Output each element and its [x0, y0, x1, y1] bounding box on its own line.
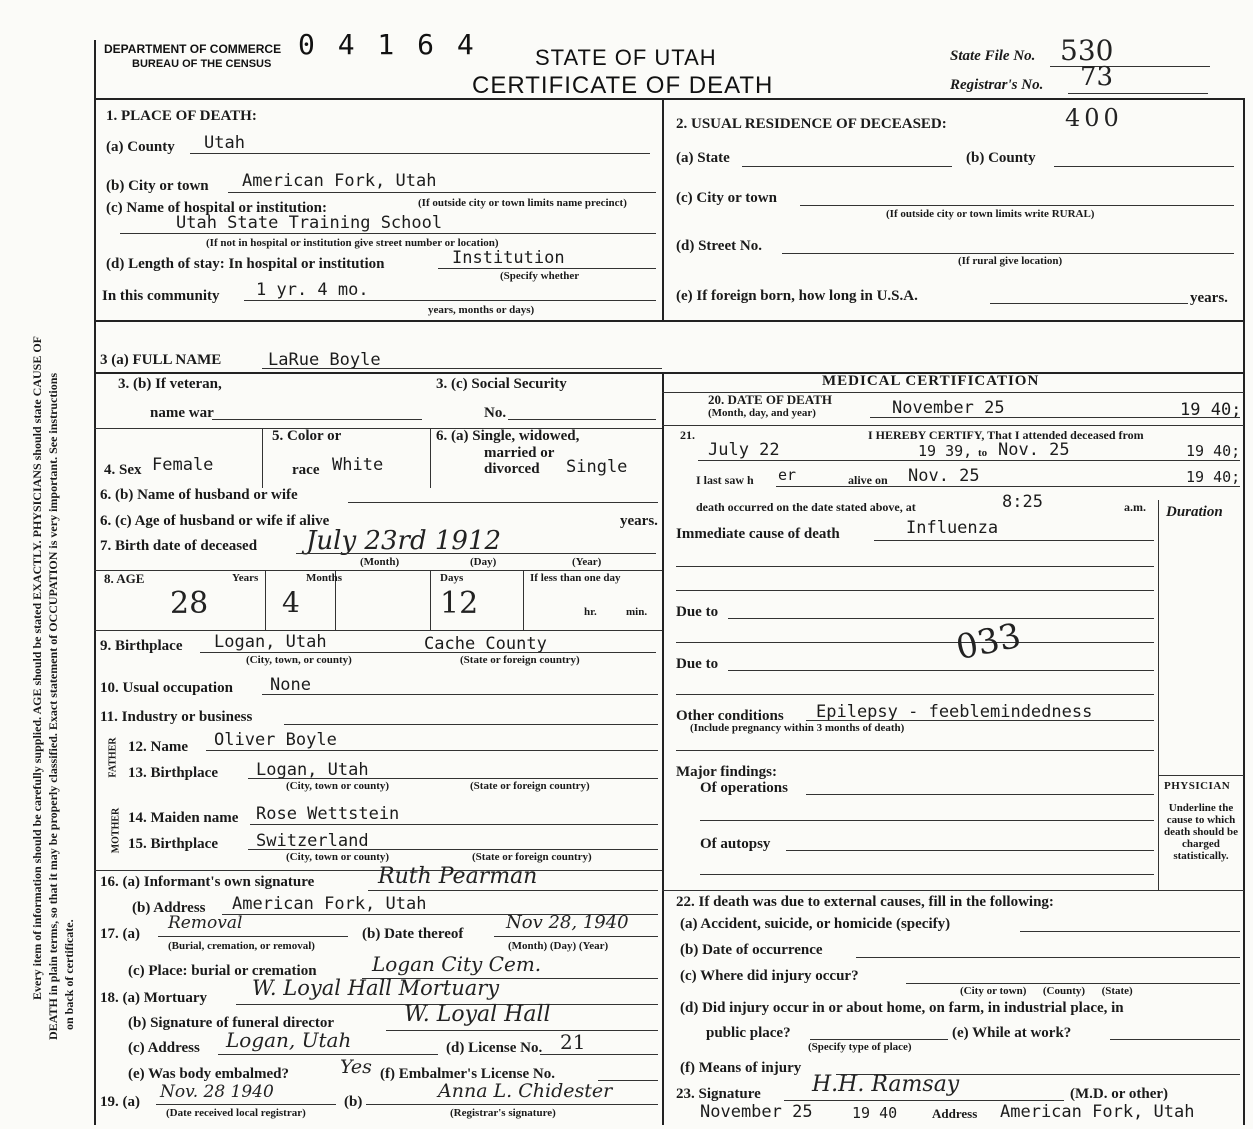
embalmer-label: (f) Embalmer's License No. [380, 1066, 555, 1082]
mortuary-value: W. Loyal Hall Mortuary [252, 976, 500, 1000]
burial-date-note: (Month) (Day) (Year) [508, 940, 609, 952]
hr-label: hr. [584, 606, 597, 618]
row-rule [662, 890, 1244, 891]
race-label: race [292, 462, 320, 478]
father-tag: FATHER [107, 737, 119, 778]
burial-place-value: Logan City Cem. [372, 952, 542, 976]
side-instruction-3: on back of certificate. [62, 919, 76, 1030]
specify-whether-note: (Specify whether [500, 270, 580, 282]
cell-divider [430, 570, 431, 630]
state-title: STATE OF UTAH [535, 45, 717, 70]
community-underline [244, 300, 656, 301]
other-underline-2 [676, 750, 1154, 751]
due-to-underline-1b [676, 642, 1154, 643]
hospital-underline [120, 233, 656, 234]
cell-divider [523, 570, 524, 630]
physician-signature-label: 23. Signature [676, 1086, 761, 1102]
state-file-number: 530 [1060, 34, 1114, 67]
mother-birthplace-label: 15. Birthplace [128, 836, 218, 852]
informant-signature-label: 16. (a) Informant's own signature [100, 874, 315, 890]
other-conditions-value: Epilepsy - feeblemindedness [816, 702, 1093, 722]
spouse-years-label: years. [620, 513, 658, 529]
left-border [94, 40, 96, 1125]
full-name-label: 3 (a) FULL NAME [100, 352, 222, 368]
certify-number: 21. [680, 428, 695, 442]
birthplace-underline [200, 652, 656, 653]
county-underline [190, 153, 650, 154]
birthplace-city-note: (City, town, or county) [246, 654, 352, 666]
color-label: 5. Color or [272, 428, 342, 444]
embalmed-value: Yes [340, 1056, 372, 1078]
where-label: (c) Where did injury occur? [680, 968, 859, 984]
death-date-note: (Month, day, and year) [708, 407, 816, 419]
funeral-address-underline [218, 1054, 438, 1055]
mother-name-label: 14. Maiden name [128, 810, 239, 826]
birthplace-city: Logan, Utah [214, 632, 327, 652]
spouse-label: 6. (b) Name of husband or wife [100, 487, 298, 503]
county-label: (a) County [106, 139, 175, 155]
operations-underline [806, 794, 1154, 795]
min-label: min. [626, 606, 648, 618]
director-signature: W. Loyal Hall [404, 1002, 551, 1027]
stay-value: Institution [452, 248, 565, 268]
informant-address-label: (b) Address [132, 900, 206, 916]
right-border [1243, 98, 1245, 1125]
external-heading: 22. If death was due to external causes, fill in the following: [676, 894, 1054, 910]
death-date-underline [870, 417, 1240, 418]
full-name-value: LaRue Boyle [268, 350, 381, 370]
specify-place-note: (Specify type of place) [808, 1041, 912, 1053]
father-birthplace-underline [248, 778, 658, 779]
dept-label: DEPARTMENT OF COMMERCE [104, 42, 282, 56]
occurred-time: 8:25 [1002, 492, 1043, 512]
other-conditions-underline [806, 720, 1154, 721]
race-value: White [332, 455, 384, 475]
director-underline [386, 1030, 658, 1031]
immediate-underline [874, 540, 1154, 541]
place-of-death-heading: 1. PLACE OF DEATH: [106, 108, 257, 124]
res-years-label: years. [1190, 290, 1228, 306]
major-findings-label: Major findings: [676, 764, 777, 780]
work-underline [1110, 1039, 1240, 1040]
section-rule-1 [94, 320, 1244, 322]
burial-value: Removal [168, 913, 243, 933]
res-city-underline [800, 205, 1234, 206]
state-file-label: State File No. [950, 48, 1036, 64]
ss-label: 3. (c) Social Security [436, 376, 567, 392]
res-street-label: (d) Street No. [676, 238, 762, 254]
embalmed-label: (e) Was body embalmed? [128, 1066, 289, 1082]
father-name-underline [206, 750, 658, 751]
registrar-signature-underline [366, 1104, 658, 1105]
birth-year-note: (Year) [572, 556, 602, 568]
mid-divider-top [662, 98, 664, 320]
am-label: a.m. [1124, 500, 1146, 514]
age-months-value: 4 [282, 586, 300, 619]
father-city-note: (City, town or county) [286, 780, 390, 792]
certify-text: I HEREBY CERTIFY, That I attended deceased from [868, 428, 1144, 442]
res-county-underline [1054, 166, 1234, 167]
signature-address: American Fork, Utah [1000, 1102, 1195, 1122]
informant-signature-underline [368, 890, 658, 891]
signature-address-label: Address [932, 1106, 978, 1121]
res-foreign-label: (e) If foreign born, how long in U.S.A. [676, 288, 918, 304]
due-to-underline-2b [676, 694, 1154, 695]
autopsy-underline [786, 850, 1154, 851]
birth-day-note: (Day) [470, 556, 497, 568]
alive-on: Nov. 25 [908, 466, 980, 486]
mid-divider-bottom [662, 372, 664, 1125]
due-to-label-2: Due to [676, 656, 719, 672]
public-place-label: public place? [706, 1025, 791, 1041]
signature-date: November 25 [700, 1102, 813, 1122]
physician-heading: PHYSICIAN [1164, 780, 1231, 792]
received-label: 19. (a) [100, 1094, 140, 1110]
occupation-value: None [270, 675, 311, 695]
section-rule-2 [94, 372, 1244, 374]
burial-note: (Burial, cremation, or removal) [168, 940, 315, 952]
full-name-underline [262, 368, 662, 369]
occupation-underline [262, 694, 658, 695]
res-county-label: (b) County [966, 150, 1036, 166]
where-note: (City or town) (County) (State) [960, 985, 1133, 997]
city-underline [228, 192, 656, 193]
father-name-label: 12. Name [128, 739, 188, 755]
due-to-label-1: Due to [676, 604, 719, 620]
physician-signature: H.H. Ramsay [812, 1072, 960, 1097]
autopsy-underline-2 [700, 874, 1154, 875]
birthplace-state-note: (State or foreign country) [460, 654, 580, 666]
birthplace-county: Cache County [424, 634, 547, 654]
autopsy-label: Of autopsy [700, 836, 771, 852]
work-label: (e) While at work? [952, 1025, 1072, 1041]
side-instruction-2: DEATH in plain terms, so that it may be properly classified. Exact statement of OCCUPATION is very important. See instructions [46, 372, 60, 1040]
community-label: In this community [102, 288, 220, 304]
residence-code: 400 [1065, 104, 1123, 132]
marital-label-1: 6. (a) Single, widowed, [436, 428, 580, 444]
registrar-number: 73 [1080, 62, 1114, 92]
age-years-label: Years [232, 572, 259, 584]
registrar-signature-label: (b) [344, 1094, 363, 1110]
father-birthplace-label: 13. Birthplace [128, 765, 218, 781]
res-city-note: (If outside city or town limits write RURAL) [886, 208, 1095, 220]
cell-divider [430, 428, 431, 488]
mother-city-note: (City, town or county) [286, 851, 390, 863]
mother-name-value: Rose Wettstein [256, 804, 400, 824]
death-date-year: 19 40; [1180, 400, 1242, 420]
occurred-label: death occurred on the date stated above, at [696, 500, 916, 514]
hospital-label: (c) Name of hospital or institution: [106, 200, 327, 216]
last-saw-underline [776, 486, 1240, 487]
mother-birthplace-underline [248, 849, 658, 850]
license-value: 21 [560, 1030, 586, 1054]
mother-name-underline [250, 824, 658, 825]
immediate-underline-3 [676, 590, 1154, 591]
certificate-number-stamp: 0 4 1 6 4 [298, 28, 477, 61]
last-saw-h: er [778, 466, 797, 484]
hospital-value: Utah State Training School [176, 213, 443, 233]
duration-label: Duration [1166, 504, 1223, 520]
director-label: (b) Signature of funeral director [128, 1015, 335, 1031]
burial-date-label: (b) Date thereof [362, 926, 464, 942]
informant-address: American Fork, Utah [232, 894, 427, 914]
sex-label: 4. Sex [104, 462, 142, 478]
birthplace-label: 9. Birthplace [100, 638, 183, 654]
stay-underline [438, 268, 656, 269]
means-label: (f) Means of injury [680, 1060, 802, 1076]
marital-label-2: married or [484, 445, 555, 461]
res-city-label: (c) City or town [676, 190, 777, 206]
cell-divider [265, 570, 266, 630]
cause-code: 033 [952, 615, 1025, 669]
medical-heading: MEDICAL CERTIFICATION [822, 373, 1040, 389]
due-to-underline-1 [728, 618, 1154, 619]
attended-to: Nov. 25 [998, 440, 1070, 460]
accident-label: (a) Accident, suicide, or homicide (specify) [680, 916, 951, 932]
received-underline [156, 1104, 336, 1105]
age-less-label: If less than one day [530, 572, 621, 584]
signature-year: 19 40 [852, 1104, 898, 1122]
burial-date-value: Nov 28, 1940 [506, 912, 629, 933]
funeral-address-value: Logan, Utah [226, 1028, 352, 1052]
bureau-label: BUREAU OF THE CENSUS [132, 58, 272, 70]
duration-divider [1158, 500, 1159, 890]
attended-underline [698, 460, 1240, 461]
immediate-label: Immediate cause of death [676, 526, 840, 542]
row-rule [94, 630, 662, 631]
where-underline [906, 983, 1240, 984]
age-days-label: Days [440, 572, 464, 584]
attended-from: July 22 [708, 440, 780, 460]
immediate-value: Influenza [906, 518, 999, 538]
other-conditions-label: Other conditions [676, 708, 784, 724]
mother-birthplace-value: Switzerland [256, 831, 369, 851]
registrar-label: Registrar's No. [950, 77, 1044, 93]
death-date-value: November 25 [892, 398, 1005, 418]
registrar-signature: Anna L. Chidester [438, 1080, 613, 1102]
cell-divider [262, 428, 263, 488]
row-rule [94, 570, 662, 571]
registrar-underline [1068, 93, 1208, 94]
industry-label: 11. Industry or business [100, 709, 253, 725]
ss-underline [508, 419, 656, 420]
pregnancy-note: (Include pregnancy within 3 months of death) [690, 722, 905, 734]
age-days-value: 12 [440, 586, 479, 621]
birth-month-note: (Month) [360, 556, 400, 568]
age-label: 8. AGE [104, 571, 145, 586]
war-underline [212, 419, 422, 420]
occupation-label: 10. Usual occupation [100, 680, 233, 696]
md-label: (M.D. or other) [1070, 1086, 1169, 1102]
res-state-label: (a) State [676, 150, 730, 166]
war-label: name war [150, 405, 214, 421]
father-name-value: Oliver Boyle [214, 730, 337, 750]
due-to-underline-2 [728, 670, 1154, 671]
attended-from-year: 19 39, [918, 442, 973, 460]
city-label: (b) City or town [106, 178, 209, 194]
marital-label-3: divorced [484, 461, 540, 477]
accident-underline [1020, 931, 1240, 932]
spouse-underline [348, 502, 658, 503]
res-foreign-underline [990, 303, 1188, 304]
public-place-underline [810, 1039, 948, 1040]
units-note: years, months or days) [428, 304, 535, 316]
sex-value: Female [152, 455, 214, 475]
funeral-address-label: (c) Address [128, 1040, 200, 1056]
birth-date-value: July 23rd 1912 [306, 526, 502, 556]
city-value: American Fork, Utah [242, 171, 437, 191]
certificate-title: CERTIFICATE OF DEATH [472, 72, 774, 99]
license-label: (d) License No. [446, 1040, 543, 1056]
home-label: (d) Did injury occur in or about home, on farm, in industrial place, in [680, 1000, 1124, 1016]
informant-signature: Ruth Pearman [378, 864, 538, 889]
alive-year: 19 40; [1186, 468, 1241, 486]
spouse-age-label: 6. (c) Age of husband or wife if alive [100, 513, 330, 529]
hospital-note: (If outside city or town limits name precinct) [418, 197, 627, 209]
immediate-underline-2 [676, 566, 1154, 567]
industry-underline [284, 724, 658, 725]
mortuary-label: 18. (a) Mortuary [100, 990, 208, 1006]
burial-place-label: (c) Place: burial or cremation [128, 963, 317, 979]
to-label: to [978, 447, 988, 459]
father-state-note: (State or foreign country) [470, 780, 590, 792]
mother-tag: MOTHER [110, 807, 122, 854]
occurrence-date-underline [856, 957, 1240, 958]
veteran-label: 3. (b) If veteran, [118, 376, 222, 392]
last-saw-label: I last saw h [696, 473, 754, 487]
hospital-note-2: (If not in hospital or institution give street number or location) [206, 237, 499, 249]
physician-rule [1158, 775, 1244, 776]
res-state-underline [742, 166, 952, 167]
state-file-underline [1050, 66, 1210, 67]
burial-label: 17. (a) [100, 926, 140, 942]
age-years-value: 28 [170, 586, 209, 621]
marital-value: Single [566, 457, 628, 477]
birth-date-underline [296, 553, 656, 554]
community-value: 1 yr. 4 mo. [256, 280, 369, 300]
res-street-note: (If rural give location) [958, 255, 1063, 267]
mother-state-note: (State or foreign country) [472, 851, 592, 863]
physician-note: Underline the cause to which death should be charged statistically. [1164, 802, 1238, 862]
occurrence-date-label: (b) Date of occurrence [680, 942, 823, 958]
operations-underline-2 [700, 820, 1154, 821]
res-street-underline [782, 253, 1234, 254]
age-months-label: Months [306, 572, 343, 584]
residence-heading: 2. USUAL RESIDENCE OF DECEASED: [676, 116, 947, 132]
alive-label: alive on [848, 473, 888, 487]
registrar-signature-note: (Registrar's signature) [450, 1107, 556, 1119]
physician-signature-underline [784, 1100, 1064, 1101]
burial-underline [158, 936, 348, 937]
received-value: Nov. 28 1940 [160, 1082, 274, 1102]
burial-date-underline [494, 936, 658, 937]
stay-label: (d) Length of stay: In hospital or institution [106, 256, 385, 272]
cert-rule [662, 425, 1244, 426]
death-date-label: 20. DATE OF DEATH [708, 392, 832, 407]
operations-label: Of operations [700, 780, 788, 796]
side-instruction-1: Every item of information should be carefully supplied. AGE should be stated EXACTLY. PHYSICIANS should state CAUSE OF [30, 336, 44, 1000]
county-value: Utah [204, 133, 245, 153]
attended-to-year: 19 40; [1186, 442, 1241, 460]
ss-no-label: No. [484, 405, 507, 421]
license-underline [540, 1054, 658, 1055]
received-note: (Date received local registrar) [166, 1107, 306, 1119]
birth-date-label: 7. Birth date of deceased [100, 538, 258, 554]
father-birthplace-value: Logan, Utah [256, 760, 369, 780]
